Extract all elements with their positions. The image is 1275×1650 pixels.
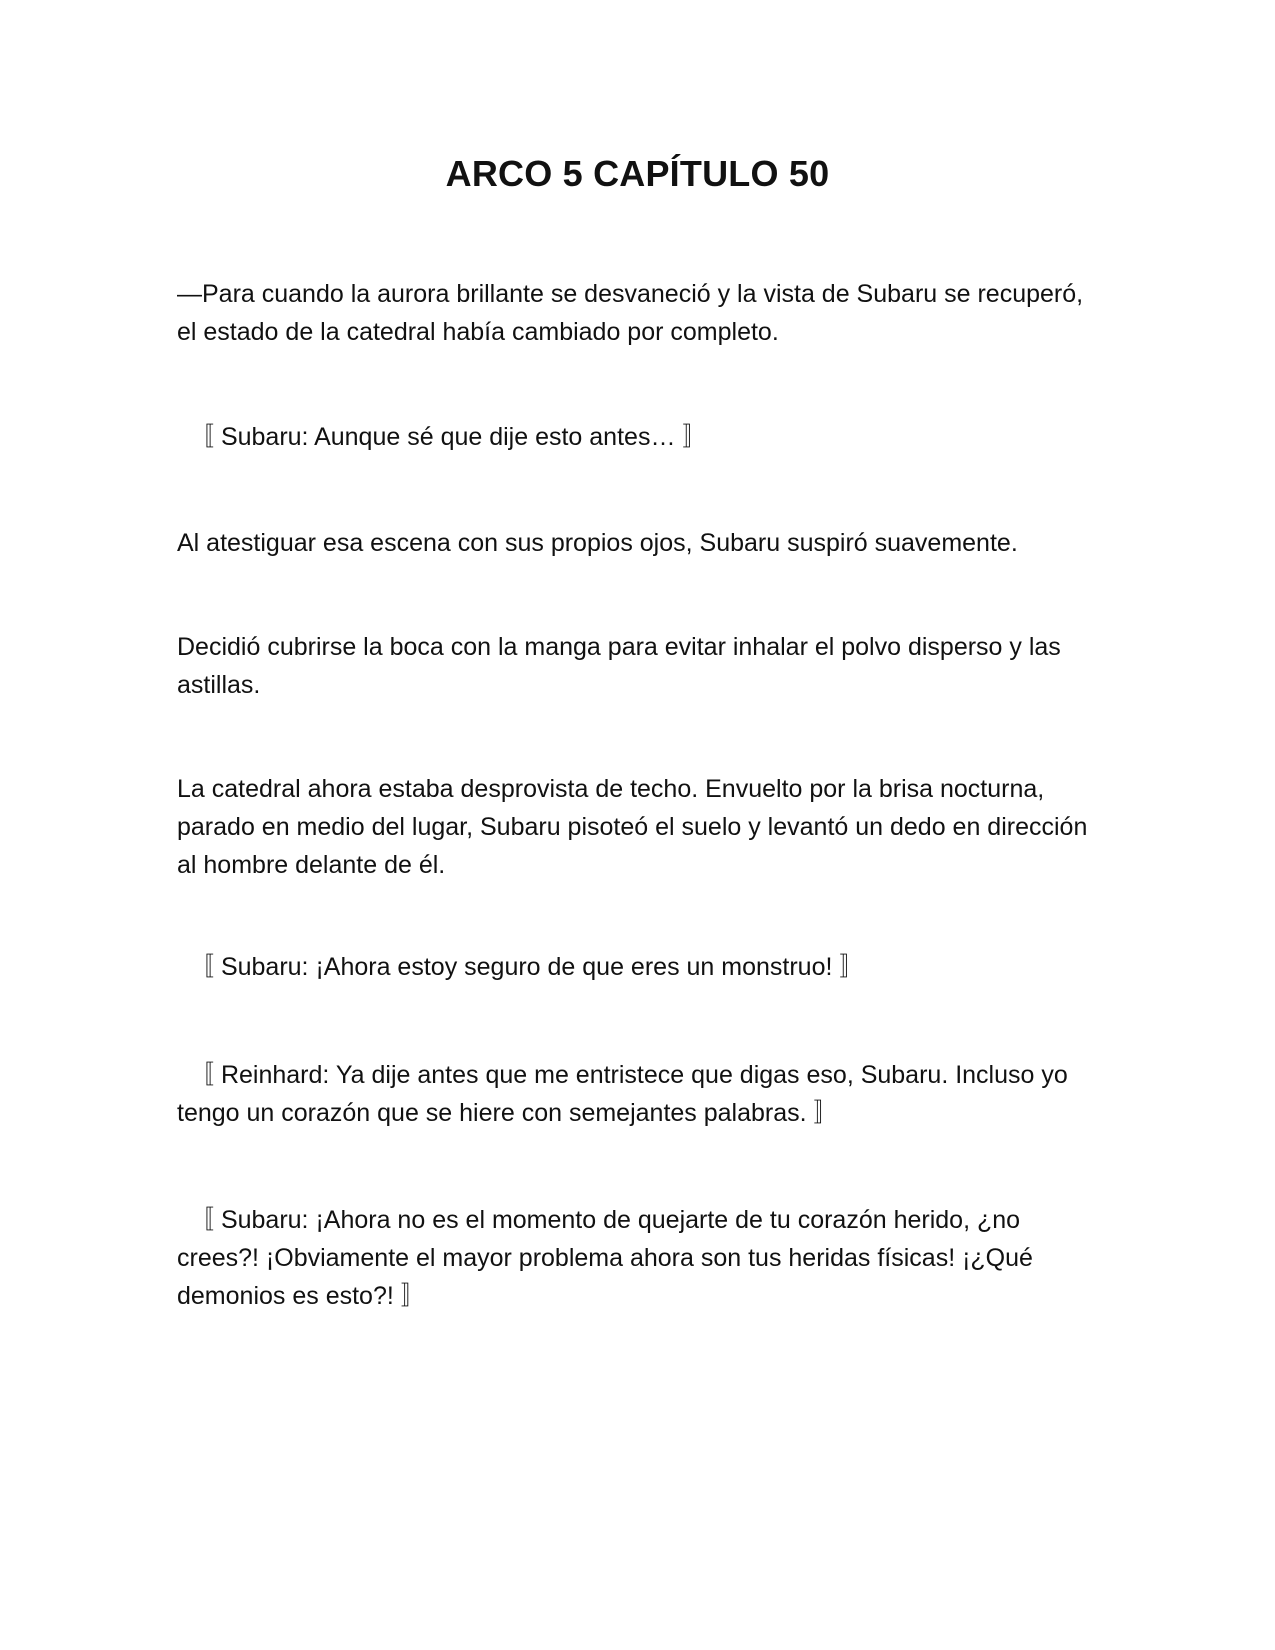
- narration-paragraph: La catedral ahora estaba desprovista de techo. Envuelto por la brisa nocturna, parado en medio del lugar, Subaru pisoteó el suelo y levantó un dedo en dirección al hombre delante de él.: [177, 775, 1088, 879]
- dialogue-paragraph: 〚 Reinhard: Ya dije antes que me entristece que digas eso, Subaru. Incluso yo tengo un corazón que se hiere con semejantes palabras. 〛: [177, 1061, 1068, 1127]
- narration-paragraph: —Para cuando la aurora brillante se desvaneció y la vista de Subaru se recuperó, el estado de la catedral había cambiado por completo.: [177, 280, 1084, 346]
- narration-paragraph: Al atestiguar esa escena con sus propios ojos, Subaru suspiró suavemente.: [177, 529, 1018, 557]
- dialogue-paragraph: 〚 Subaru: ¡Ahora estoy seguro de que eres un monstruo! 〛: [189, 953, 865, 981]
- chapter-title: ARCO 5 CAPÍTULO 50: [445, 153, 830, 194]
- dialogue-paragraph: 〚 Subaru: Aunque sé que dije esto antes… 〛: [189, 423, 708, 451]
- narration-paragraph: Decidió cubrirse la boca con la manga para evitar inhalar el polvo disperso y las astillas.: [177, 633, 1061, 699]
- dialogue-paragraph: 〚 Subaru: ¡Ahora no es el momento de quejarte de tu corazón herido, ¿no crees?! ¡Obviamente el mayor problema ahora son tus heridas físicas! ¡¿Qué demonios es esto?! 〛: [177, 1206, 1033, 1310]
